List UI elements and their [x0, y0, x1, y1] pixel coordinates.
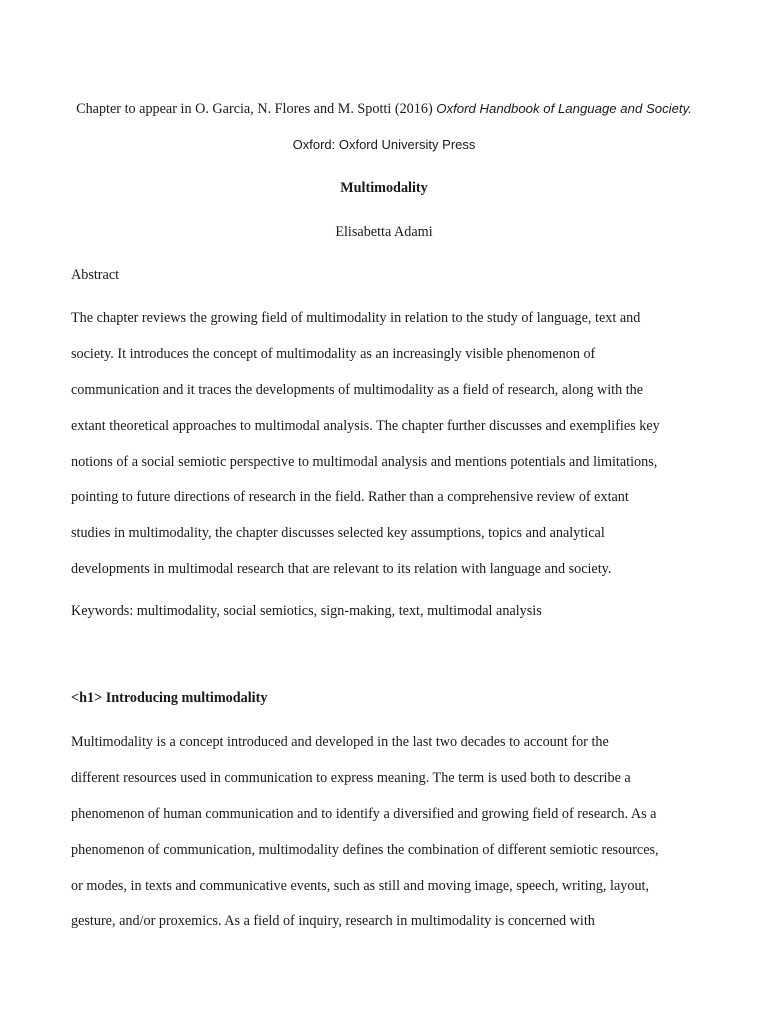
- body-line: Multimodality is a concept introduced and developed in the last two decades to account for the: [71, 734, 609, 750]
- citation-prefix: Chapter to appear in O. Garcia, N. Flores and M. Spotti (2016): [76, 101, 437, 117]
- paper-title: Multimodality: [340, 180, 428, 196]
- body-line: different resources used in communication to express meaning. The term is used both to describe a: [71, 769, 631, 786]
- keywords-line: Keywords: multimodality, social semiotics, sign-making, text, multimodal analysis: [71, 603, 542, 619]
- body-line: phenomenon of human communication and to identify a diversified and growing field of research. As a: [71, 805, 657, 822]
- abstract-line: society. It introduces the concept of multimodality as an increasingly visible phenomenon of: [71, 345, 596, 362]
- body-line: gesture, and/or proxemics. As a field of inquiry, research in multimodality is concerned with: [71, 913, 595, 930]
- citation-title: Oxford Handbook of Language and Society.: [436, 101, 692, 116]
- abstract-line: extant theoretical approaches to multimodal analysis. The chapter further discusses and exemplifies key: [71, 417, 660, 434]
- abstract-line: notions of a social semiotic perspective to multimodal analysis and mentions potentials and limitations,: [71, 453, 658, 470]
- body-line: or modes, in texts and communicative events, such as still and moving image, speech, writing, layout,: [71, 877, 650, 894]
- section-body: [71, 735, 711, 950]
- abstract-line: developments in multimodal research that are relevant to its relation with language and society.: [71, 561, 612, 578]
- author-name: Elisabetta Adami: [335, 224, 433, 240]
- abstract-line: communication and it traces the developments of multimodality as a field of research, along with the: [71, 381, 644, 398]
- section-heading: <h1> Introducing multimodality: [71, 690, 268, 706]
- abstract-heading: Abstract: [71, 267, 120, 283]
- abstract-line: pointing to future directions of research in the field. Rather than a comprehensive review of extant: [71, 489, 629, 506]
- publisher-line: Oxford: Oxford University Press: [292, 137, 476, 152]
- body-line: phenomenon of communication, multimodality defines the combination of different semiotic resources,: [71, 841, 659, 858]
- abstract-line: studies in multimodality, the chapter discusses selected key assumptions, topics and analytical: [71, 525, 605, 542]
- abstract-line: The chapter reviews the growing field of multimodality in relation to the study of language, text and: [71, 310, 641, 326]
- citation-line: [0, 102, 768, 116]
- abstract-body: [71, 311, 711, 598]
